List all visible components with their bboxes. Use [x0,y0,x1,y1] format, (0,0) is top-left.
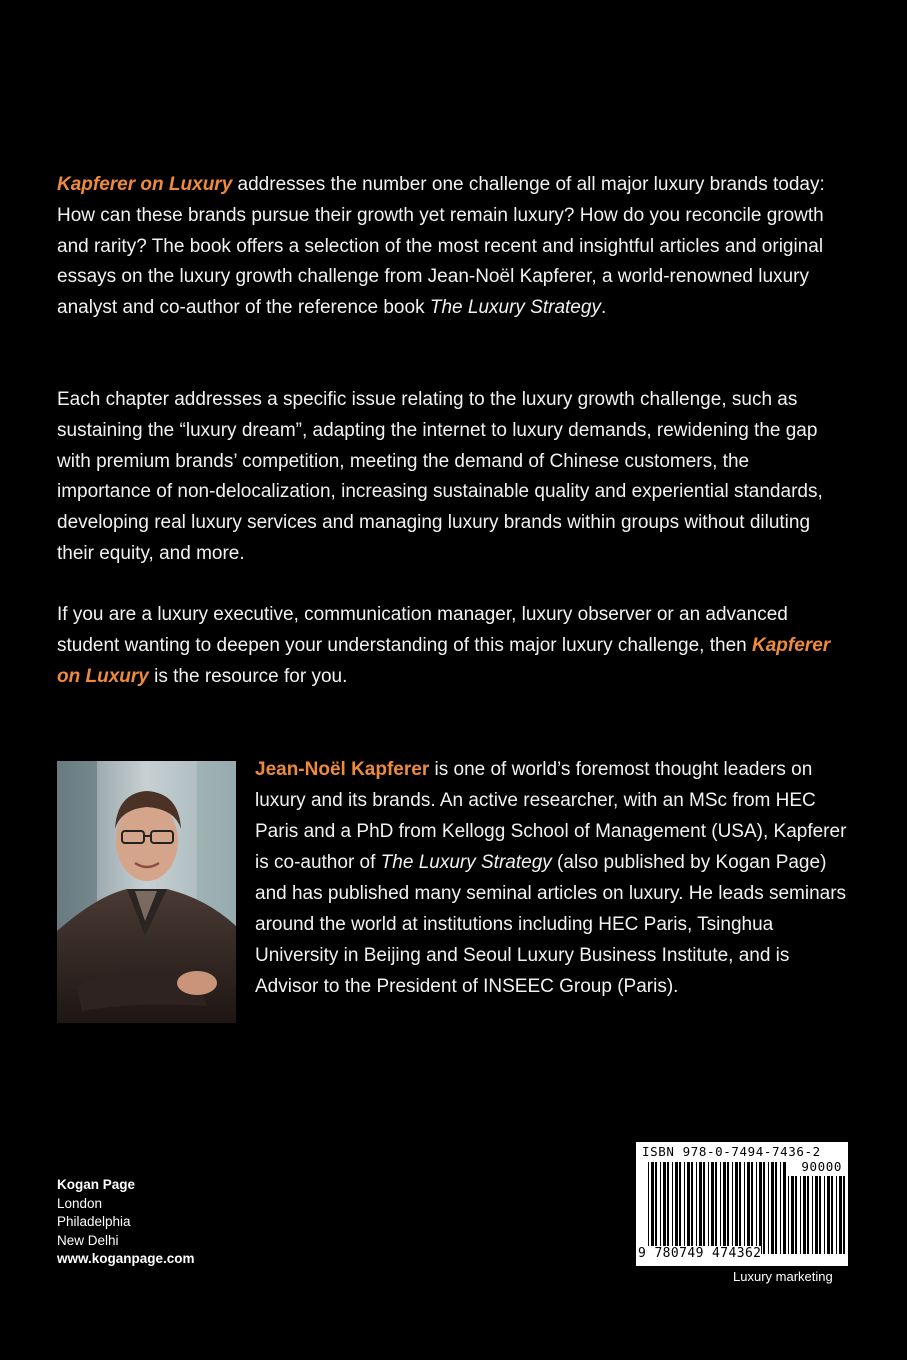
book-title: Kapferer on Luxury [57,634,831,687]
barcode-bar [732,1162,733,1254]
barcode-bar [771,1162,774,1254]
barcode-bar [699,1162,702,1254]
barcode-bar [807,1176,809,1254]
barcode-bar [827,1176,830,1254]
barcode-bar [836,1176,837,1254]
barcode-bar [791,1176,794,1254]
description-paragraph-3: If you are a luxury executive, communication manager, luxury observer or an advanced student wanting to deepen your understanding of this major luxury challenge, then Kapferer on Luxury is the resource for you. [57,604,831,687]
barcode-bar [660,1162,661,1254]
publisher-city: London [57,1195,103,1211]
barcode-bar [815,1176,818,1254]
barcode-bar [739,1162,741,1254]
publisher-name: Kogan Page [57,1177,136,1192]
barcode-bar [751,1162,753,1254]
barcode-bar [708,1162,709,1254]
barcode-bar [711,1162,714,1254]
barcode-bar [768,1162,769,1254]
barcode-bar [763,1162,765,1254]
ean-number: 9 780749 474362 [638,1246,762,1261]
barcode-bar [756,1162,757,1254]
barcode-bar [727,1162,729,1254]
barcode-bar [747,1162,750,1254]
category-label: Luxury marketing [733,1269,833,1284]
barcode-bar [824,1176,825,1254]
barcode-bar [703,1162,705,1254]
author-photo [57,761,236,1023]
publisher-block [57,1176,195,1269]
description-paragraph-1: Kapferer on Luxury addresses the number one challenge of all major luxury brands today: How can these brands pursue their growth yet remain luxury? How do you reconcile growth and rarity? The book offers a selection of the most recent and insightful articles and original essays on the luxury growth challenge from Jean-Noël Kapferer, a world-renowned luxury analyst and co-author of the reference book The Luxury Strategy. [57,174,825,319]
barcode-bar [648,1162,649,1254]
barcode-bar [720,1162,721,1254]
barcode-bar [775,1162,777,1254]
barcode-bar [672,1162,673,1254]
barcode-bar [715,1162,717,1254]
barcode-bar [788,1176,789,1254]
barcode-bar [783,1162,786,1254]
barcode-bar [819,1176,821,1254]
publisher-url: www.koganpage.com [57,1251,195,1266]
description-paragraph-2: Each chapter addresses a specific issue relating to the luxury growth challenge, such as sustaining the “luxury dream”, adapting the internet to luxury demands, rewidening the gap with premium brands’ competition, meeting the demand of Chinese customers, the importance of non-delocalization, increasing sustainable quality and experiential standards, developing real luxury services and managing luxury brands within groups without diluting their equity, and more. [57,389,823,564]
barcode-bar [687,1162,690,1254]
barcode-bar [691,1162,693,1254]
author-name: Jean-Noël Kapferer [255,759,430,780]
barcode-bar [667,1162,669,1254]
barcode-bar [843,1176,845,1254]
barcode-bar [839,1176,842,1254]
barcode-bar [655,1162,657,1254]
barcode-bar [812,1176,813,1254]
barcode-bar [684,1162,685,1254]
price-code: 90000 [801,1159,842,1174]
barcode-bar [735,1162,738,1254]
isbn-text: ISBN 978-0-7494-7436-2 [642,1144,821,1159]
barcode-bar [744,1162,745,1254]
barcode-bar [675,1162,678,1254]
author-portrait-image [57,761,236,1023]
author-bio: Jean-Noël Kapferer is one of world’s foremost thought leaders on luxury and its brands. An active researcher, with an MSc from HEC Paris and a PhD from Kellogg School of Management (USA), Kapferer is co-author of The Luxury Strategy (also published by Kogan Page) and has published many seminal articles on luxury. He leads seminars around the world at institutions including HEC Paris, Tsinghua University in Beijing and Seoul Luxury Business Institute, and is Advisor to the President of INSEEC Group (Paris). [255,759,847,997]
book-title: Kapferer on Luxury [57,174,233,195]
barcode-box [636,1142,848,1266]
barcode-bar [759,1162,762,1254]
barcode-bar [651,1162,654,1254]
publisher-city: Philadelphia [57,1214,131,1229]
publisher-city: New Delhi [57,1232,119,1248]
barcode-bar [780,1162,781,1254]
barcode-bar [831,1176,833,1254]
barcode-bar [803,1176,806,1254]
barcode-bar [795,1176,797,1254]
barcode-bar [696,1162,697,1254]
reference-book-title: The Luxury Strategy [429,297,601,319]
barcode-bar [663,1162,666,1254]
barcode-bar [679,1162,681,1254]
barcode-bar [723,1162,726,1254]
barcode-bar [800,1176,801,1254]
reference-book-title: The Luxury Strategy [380,852,552,873]
